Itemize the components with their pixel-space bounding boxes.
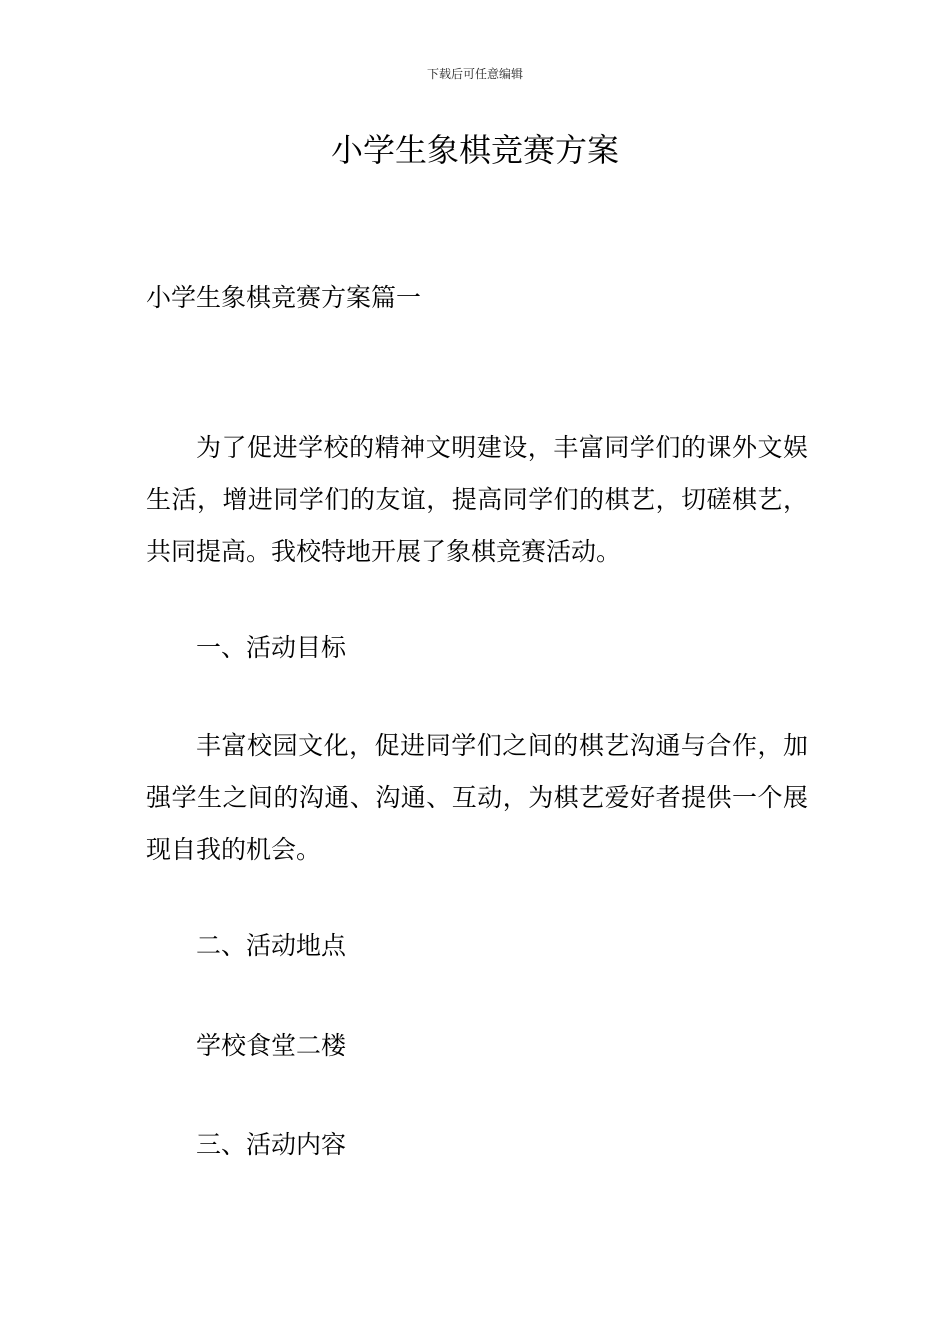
section2-body: 学校食堂二楼 — [196, 1031, 347, 1060]
document-title: 小学生象棋竞赛方案 — [330, 131, 619, 169]
section2-heading: 二、活动地点 — [196, 931, 347, 960]
section1-body: 丰富校园文化，促进同学们之间的棋艺沟通与合作，加强学生之间的沟通、沟通、互动，为棋艺爱好者提供一个展现自我的机会。 — [146, 731, 808, 864]
header-note: 下载后可任意编辑 — [426, 67, 523, 81]
document-subtitle: 小学生象棋竞赛方案篇一 — [146, 283, 422, 312]
section1-heading: 一、活动目标 — [196, 633, 347, 662]
section3-heading: 三、活动内容 — [196, 1130, 347, 1159]
intro-paragraph: 为了促进学校的精神文明建设，丰富同学们的课外文娱生活，增进同学们的友谊，提高同学们的棋艺，切磋棋艺，共同提高。我校特地开展了象棋竞赛活动。 — [146, 433, 808, 566]
